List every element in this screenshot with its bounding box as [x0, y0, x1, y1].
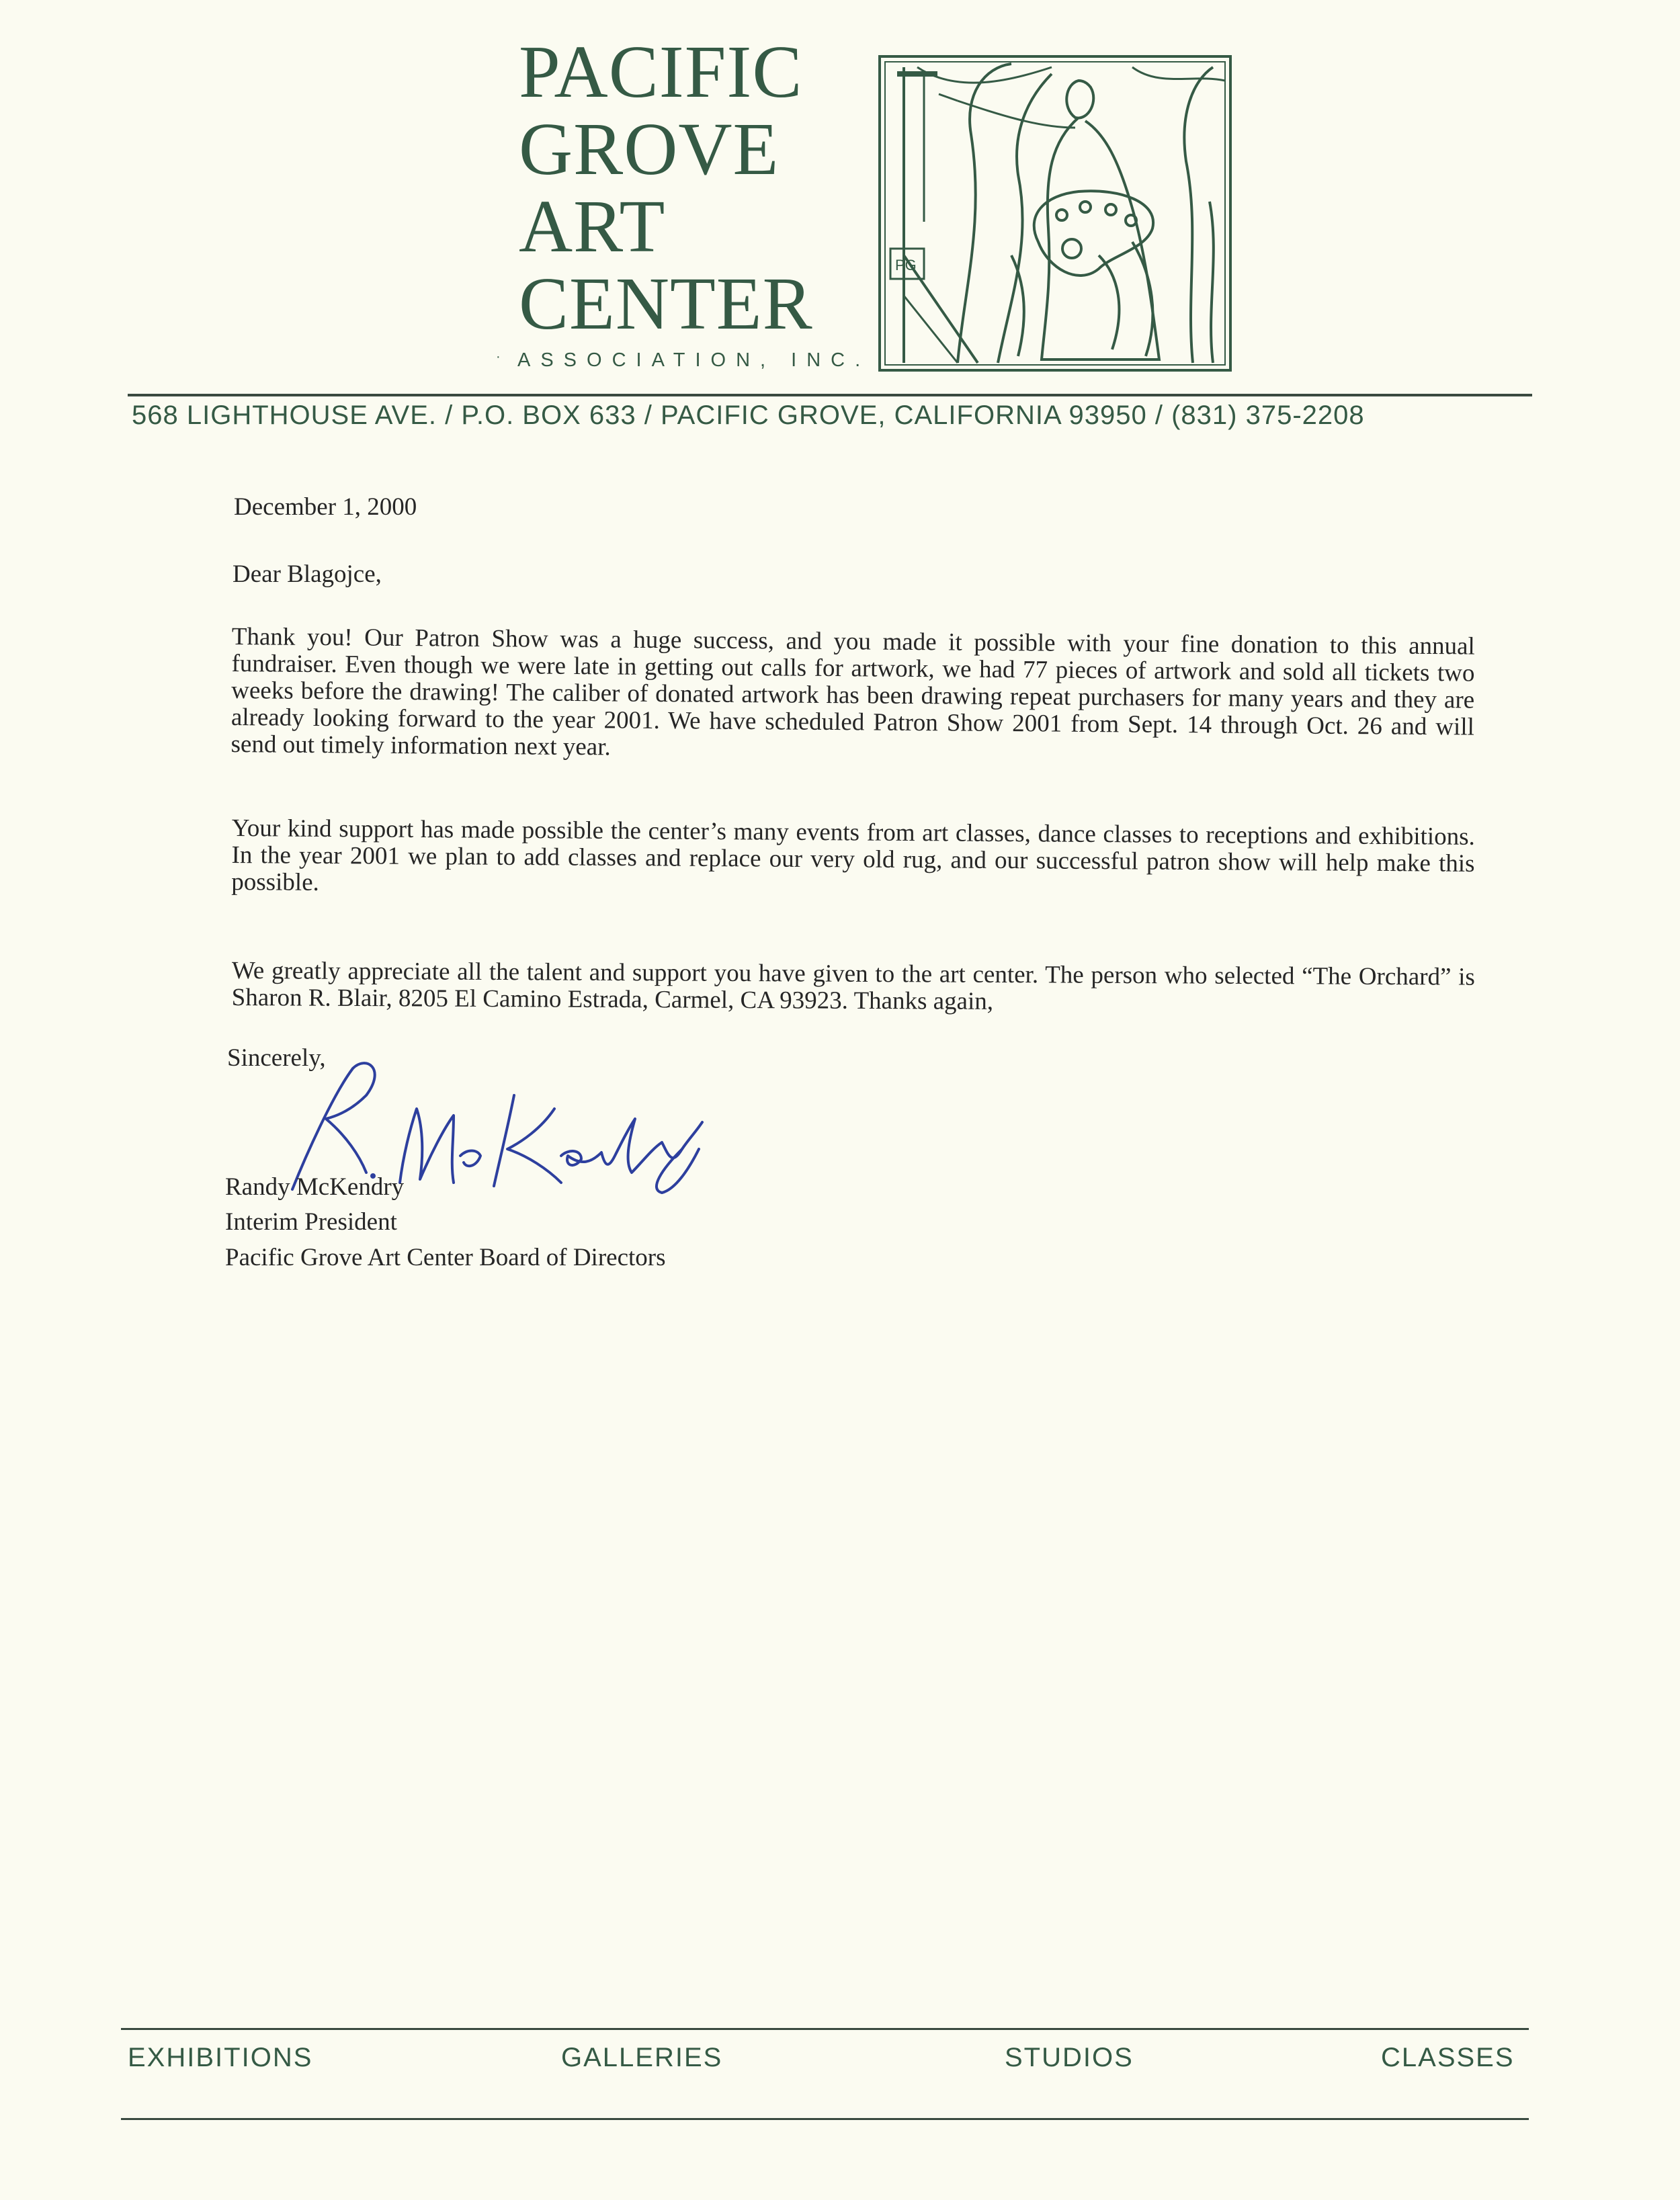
signer-organization: Pacific Grove Art Center Board of Directors — [225, 1244, 666, 1271]
header-divider — [128, 394, 1532, 396]
footer-divider-bottom — [121, 2118, 1529, 2120]
letter-salutation: Dear Blagojce, — [233, 560, 382, 588]
letter-paragraph: Your kind support has made possible the center’s many events from art classes, dance classes to receptions and exhibitions. In the year 2001 we plan to add classes and replace our very old rug, and our successful patron show will help make this possible. — [231, 814, 1475, 896]
signer-name: Randy McKendry — [225, 1173, 405, 1201]
emblem-monogram: PG — [895, 257, 917, 273]
organization-address: 568 LIGHTHOUSE AVE. / P.O. BOX 633 / PACIFIC GROVE, CALIFORNIA 93950 / (831) 375-2208 — [132, 400, 1365, 430]
org-name-line: ART — [519, 185, 666, 268]
decorative-dot: · — [496, 349, 501, 364]
organization-subtitle: ASSOCIATION, INC. — [517, 349, 871, 371]
org-name-line: PACIFIC — [519, 31, 803, 114]
painter-woman-emblem-icon — [877, 54, 1233, 373]
organization-name — [519, 31, 813, 345]
letter-date: December 1, 2000 — [234, 493, 417, 521]
letter-paragraph: Thank you! Our Patron Show was a huge success, and you made it possible with your fine donation to this annual fundraiser. Even though we were late in getting out calls for artwork, we had 77 pieces of artwork and sold all tickets two weeks before the drawing! The caliber of donated artwork has been drawing repeat purchasers for many years and they are already looking forward to the year 2001. We have scheduled Patron Show 2001 from Sept. 14 through Oct. 26 and will send out timely information next year. — [230, 623, 1475, 761]
letter-paragraph: We greatly appreciate all the talent and support you have given to the art center. The person who selected “The Orchard” is Sharon R. Blair, 8205 El Camino Estrada, Carmel, CA 93923. Thanks again, — [231, 957, 1475, 1015]
footer-item-galleries: GALLERIES — [561, 2043, 723, 2072]
letter-closing: Sincerely, — [227, 1044, 326, 1072]
footer-item-exhibitions: EXHIBITIONS — [128, 2043, 313, 2072]
footer-item-studios: STUDIOS — [1005, 2043, 1134, 2072]
footer-divider-top — [121, 2028, 1529, 2030]
footer-item-classes: CLASSES — [1381, 2043, 1515, 2072]
signer-title: Interim President — [225, 1208, 397, 1236]
org-name-line: GROVE — [519, 108, 780, 191]
org-name-line: CENTER — [519, 263, 813, 345]
